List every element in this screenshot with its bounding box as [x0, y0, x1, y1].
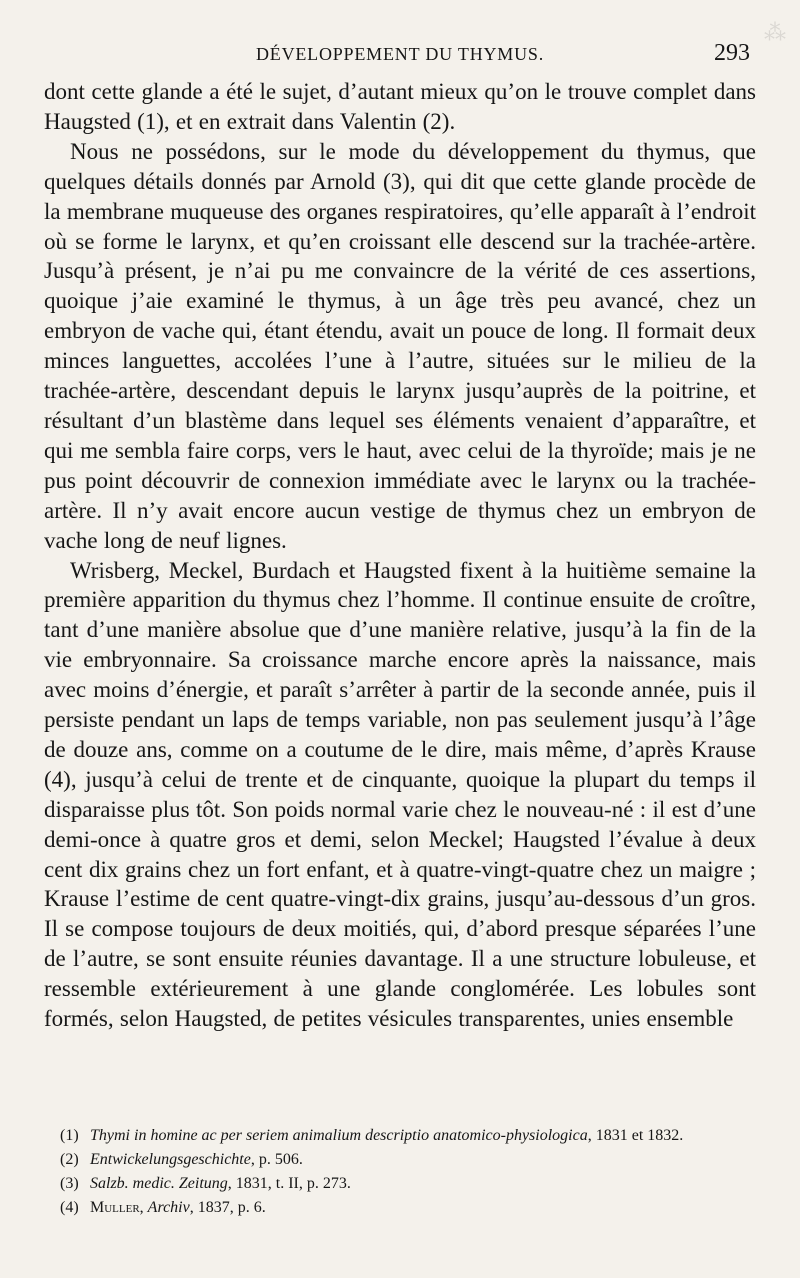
footnote-citation: , 1837, p. 6.	[189, 1199, 266, 1216]
footnote-citation: , 1831 et 1832.	[587, 1127, 684, 1144]
footnote-marker: (4)	[60, 1199, 79, 1216]
bleed-through-ghost: ⁂	[764, 20, 786, 45]
footnotes	[60, 1124, 750, 1220]
footnote-author: Muller	[90, 1199, 140, 1216]
footnote-title: Entwickelungsgeschichte	[90, 1151, 251, 1168]
footnote-title: Archiv	[147, 1199, 190, 1216]
footnote-3	[60, 1172, 750, 1196]
footnote-title: Thymi in homine ac per seriem animalium descriptio anatomico-physiologica	[90, 1127, 588, 1144]
footnote-2	[60, 1148, 750, 1172]
footnote-marker: (2)	[60, 1151, 79, 1168]
footnote-citation: , p. 506.	[250, 1151, 303, 1168]
paragraph-continuation: dont cette glande a été le sujet, d’autant mieux qu’on le trouve complet dans Haugsted (1), et en extrait dans Valentin (2).	[44, 79, 756, 134]
paragraph-growth: Wrisberg, Meckel, Burdach et Haugsted fixent à la huitième semaine la première apparition du thymus chez l’homme. Il continue ensuite de croître, tant d’une manière absolue que d’une manière relative, jusqu’à la fin de la vie embryonnaire. Sa croissance marche encore après la naissance, mais avec moins d’énergie, et paraît s’arrêter à partir de la seconde année, puis il persiste pendant un laps de temps variable, non pas seulement jusqu’à l’âge de douze ans, comme on a coutume de le dire, mais même, d’après Krause (4), jusqu’à celui de trente et de cinquante, quoique la plupart du temps il disparaisse plus tôt. Son poids normal varie chez le nouveau-né : il est d’une demi-once à quatre gros et demi, selon Meckel; Haugsted l’évalue à deux cent dix grains chez un fort enfant, et à quatre-vingt-quatre chez un maigre ; Krause l’estime de cent quatre-vingt-dix grains, jusqu’au-dessous d’un gros. Il se compose toujours de deux moitiés, qui, d’abord presque séparées l’une de l’autre, se sont ensuite réunies davantage. Il a une structure lobuleuse, et ressemble extérieurement à une glande conglomérée. Les lobules sont formés, selon Haugsted, de petites vésicules transparentes, unies ensemble	[44, 557, 756, 1032]
page-header	[44, 40, 756, 74]
footnote-marker: (1)	[60, 1127, 79, 1144]
paragraph-development: Nous ne possédons, sur le mode du développement du thymus, que quelques détails donnés par Arnold (3), qui dit que cette glande procède de la membrane muqueuse des organes respiratoires, qu’elle apparaît à l’endroit où se forme le larynx, et qu’en croissant elle descend sur la trachée-artère. Jusqu’à présent, je n’ai pu me convaincre de la vérité de ces assertions, quoique j’aie examiné le thymus, à un âge très peu avancé, chez un embryon de vache qui, étant étendu, avait un pouce de long. Il formait deux minces languettes, accolées l’une à l’autre, situées sur le milieu de la trachée-artère, descendant depuis le larynx jusqu’auprès de la poitrine, et résultant d’un blastème dans lequel ses éléments venaient d’apparaître, et qui me sembla faire corps, vers le haut, avec celui de la thyroïde; mais je ne pus point découvrir de connexion immédiate avec le larynx ou la trachée-artère. Il n’y avait encore aucun vestige de thymus chez un embryon de vache long de neuf lignes.	[44, 138, 756, 553]
footnote-citation: , 1831, t. II, p. 273.	[227, 1175, 351, 1192]
footnote-title: Salzb. medic. Zeitung	[90, 1175, 228, 1192]
footnote-4: (4) Muller, Archiv, 1837, p. 6.	[60, 1196, 750, 1220]
page-number: 293	[714, 40, 750, 66]
footnote-1	[60, 1124, 750, 1148]
running-head: DÉVELOPPEMENT DU THYMUS.	[255, 44, 545, 64]
footnote-marker: (3)	[60, 1175, 79, 1192]
body-text	[44, 77, 756, 1034]
